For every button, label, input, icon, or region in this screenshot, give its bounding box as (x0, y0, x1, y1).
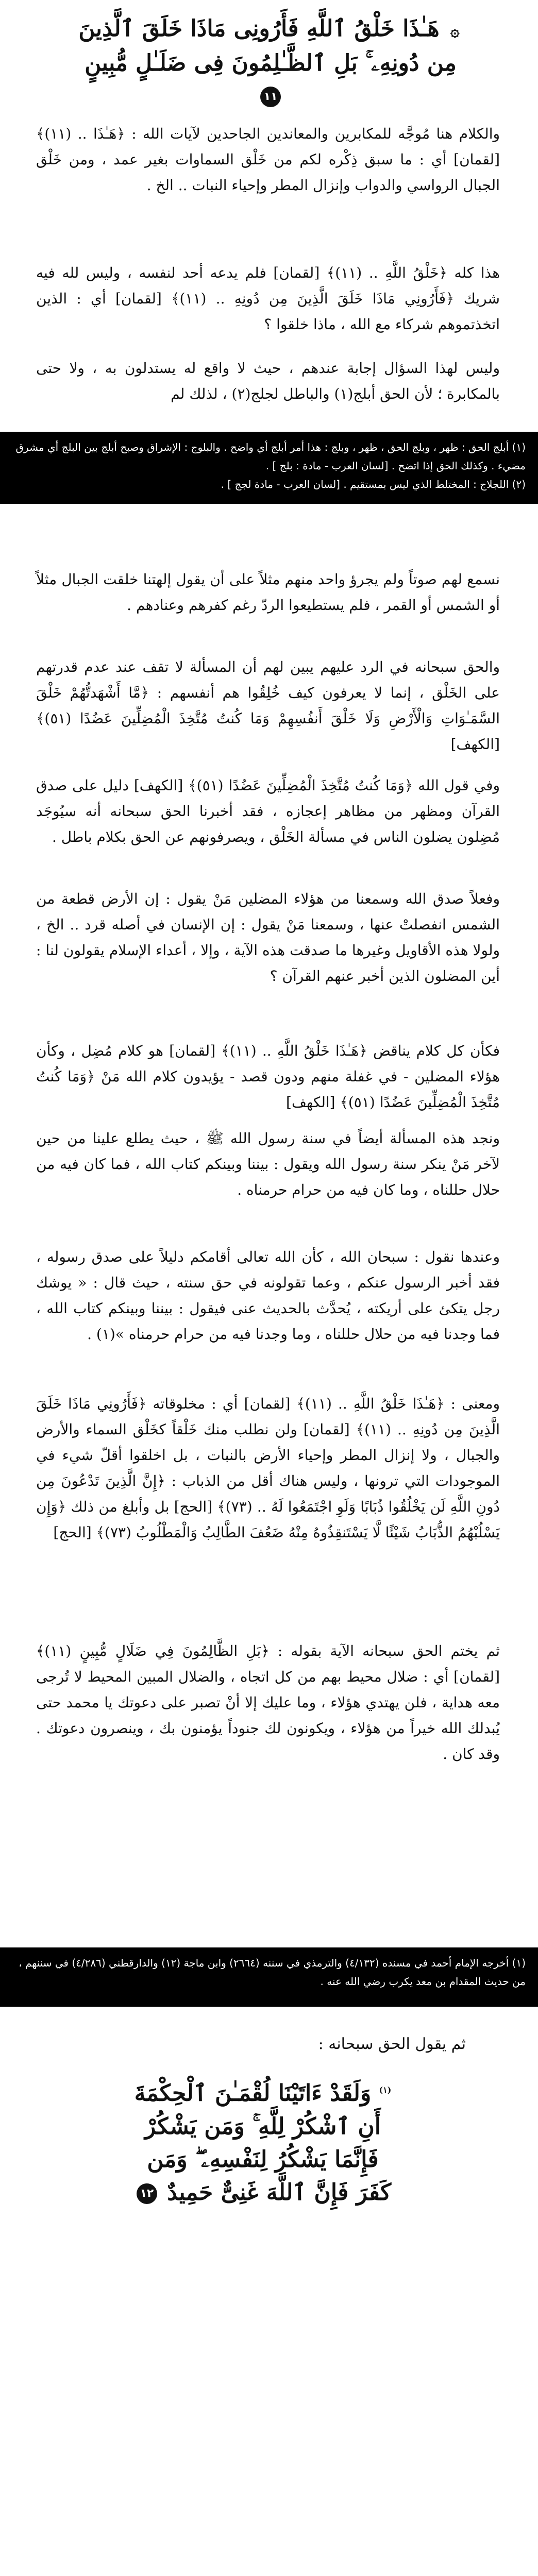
paragraph: وليس لهذا السؤال إجابة عندهم ، حيث لا واقع له يستدلون به ، ولا حتى بالمكابرة ؛ لأن الحق أبلج(١) والباطل لجلج(٢) ، لذلك لم (36, 360, 500, 402)
footnote-marker: (١) (379, 2085, 392, 2095)
verse-ornament-icon: ۞ (450, 22, 460, 40)
paragraph: والكلام هنا مُوجَّه للمكابرين والمعاندين الجاحدين لآيات الله : ﴿هَـٰذَا .. (١١)﴾ [لقمان] أي : ما سبق ذِكْره لكم من خَلْق السماوات بغير عمد ، ومن خَلْق الجبال الرواسي والدواب وإنزال المطر وإحياء النبات .. الخ . (36, 125, 500, 194)
paragraph: وعندها نقول : سبحان الله ، كأن الله تعالى أقامكم دليلاً على صدق رسوله ، فقد أخبر الرسول عنكم ، وعما تقولونه في حق سنته ، حيث قال : « يوشك رجل يتكئ على أريكته ، يُحدَّث بالحديث عنى فيقول : بيننا وبينكم كتاب الله ، فما وجدنا فيه من حلال حللناه ، وما وجدنا فيه من حرام حرمناه »(١) . (36, 1248, 500, 1343)
ayah-number-badge: ١٢ (137, 2183, 157, 2204)
footnote: (١) أخرجه الإمام أحمد في مسنده (٤/١٣٢) والترمذي في سننه (٢٦٦٤) وابن ماجة (١٢) والدارقطني (٤/٢٨٦) في سننهم ، من حديث المقدام بن معد يكرب رضي الله عنه . (19, 1957, 526, 1988)
page-3 (0, 2025, 538, 2576)
paragraph: ونجد هذه المسألة أيضاً في سنة رسول الله ﷺ ، حيث يطلع علينا من حين لآخر مَنْ ينكر سنة رسول الله ويقول : بيننا وبينكم كتاب الله ، فما كان فيه من حلال حللناه ، وما كان فيه من حرام حرمناه . (36, 1130, 500, 1198)
page-2 (0, 556, 538, 2017)
page-1 (0, 0, 538, 507)
section-intro: ثم يقول الحق سبحانه : (318, 2035, 466, 2053)
centered-verse-text: وَلَقَدْ ءَاتَيْنَا لُقْمَـٰنَ ٱلْحِكْمَةَ أَنِ ٱشْكُرْ لِلَّهِ ۚ وَمَن يَشْكُرْ فَإِنَّمَا يَشْكُرُ لِنَفْسِهِۦ ۖ وَمَن كَفَرَ فَإِنَّ ٱللَّهَ غَنِىٌّ حَمِيدٌ (134, 2080, 392, 2206)
paragraph: وفي قول الله ﴿وَمَا كُنتُ مُتَّخِذَ الْمُضِلِّينَ عَضُدًا (٥١)﴾ [الكهف] دليل على صدق القرآن ومظهر من مظاهر إعجازه ، فقد أخبرنا الحق سبحانه أنه سيُوجَد مُضِلون يضلون الناس في مسألة الخَلْق ، ويصرفونهم عن الحق بكلام باطل . (36, 777, 500, 845)
paragraph: ومعنى : ﴿هَـٰذَا خَلْقُ اللَّهِ .. (١١)﴾ [لقمان] أي : مخلوقاته ﴿فَأَرُونِي مَاذَا خَلَقَ الَّذِينَ مِن دُونِهِ .. (١١)﴾ [لقمان] ولن نطلب منك خَلْقاً كخَلْق السماء والأرض والجبال ، ولا إنزال المطر وإحياء الأرض بالنبات ، بل اخلقوا أقلّ شيء في الموجودات التي ترونها ، وليس هناك أقل من الذباب : ﴿إِنَّ الَّذِينَ تَدْعُونَ مِن دُونِ اللَّهِ لَن يَخْلُقُوا ذُبَابًا وَلَوِ اجْتَمَعُوا لَهُ .. (٧٣)﴾ [الحج] بل وأبلغ من ذلك ﴿وَإِن يَسْلُبْهُمُ الذُّبَابُ شَيْئًا لَّا يَسْتَنقِذُوهُ مِنْهُ ضَعُفَ الطَّالِبُ وَالْمَطْلُوبُ (٧٣)﴾ [الحج] (36, 1395, 500, 1541)
ayah-number-badge: ١١ (260, 87, 281, 107)
footnotes-box (0, 1947, 538, 2007)
paragraph: نسمع لهم صوتاً ولم يجرؤ واحد منهم مثلاً على أن يقول إلهتنا خلقت الجبال مثلاً أو الشمس أو القمر ، فلم يستطيعوا الردّ رغم كفرهم وعنادهم . (36, 571, 500, 614)
paragraph: هذا كله ﴿خَلْقُ اللَّهِ .. (١١)﴾ [لقمان] فلم يدعه أحد لنفسه ، وليس لله فيه شريك ﴿فَأَرُونِي مَاذَا خَلَقَ الَّذِينَ مِن دُونِهِ .. (١١)﴾ [لقمان] أي : الذين اتخذتموهم شركاء مع الله ، ماذا خلقوا ؟ (36, 264, 500, 333)
footnotes-box (0, 432, 538, 504)
paragraph: وفعلاً صدق الله وسمعنا من هؤلاء المضلين مَنْ يقول : إن الأرض قطعة من الشمس انفصلتْ عنها ، وسمعنا مَنْ يقول : إن الإنسان في أصله قرد .. الخ ، ولولا هذه الأقاويل وغيرها ما صدقت هذه الآية ، وإلا ، أعداء الإسلام يقولون لنا : أين المضلون الذين أخبر عنهم القرآن ؟ (36, 890, 500, 985)
footnote: (٢) اللجلاج : المختلط الذي ليس بمستقيم . [لسان العرب - مادة لجج ] . (221, 478, 526, 490)
paragraph: فكأن كل كلام يناقض ﴿هَـٰذَا خَلْقُ اللَّهِ .. (١١)﴾ [لقمان] هو كلام مُضِل ، وكأن هؤلاء المضلين - في غفلة منهم ودون قصد - يؤيدون كلام الله مَنْ ﴿وَمَا كُنتُ مُتَّخِذَ الْمُضِلِّينَ عَضُدًا (٥١)﴾ [الكهف] (36, 1042, 500, 1111)
header-verse-text: هَـٰذَا خَلْقُ ٱللَّهِ فَأَرُونِى مَاذَا خَلَقَ ٱلَّذِينَ مِن دُونِهِۦ ۚ بَلِ ٱلظَّـٰلِمُونَ فِى ضَلَـٰلٍ مُّبِينٍ (78, 15, 457, 76)
footnote: (١) أبلج الحق : ظهر ، وبلج الحق ، ظهر ، وبلج : هذا أمر أبلج أي واضح . والبلوج : الإشراق وصبح أبلج بين البلج أي مشرق مضيء . وكذلك الحق إذا اتضح . [لسان العرب - مادة : بلج ] . (15, 441, 526, 472)
header-verse (77, 13, 464, 111)
paragraph: والحق سبحانه في الرد عليهم يبين لهم أن المسألة لا تقف عند عدم قدرتهم على الخَلْق ، إنما لا يعرفون كيف خُلِقُوا هم أنفسهم : ﴿مَّا أَشْهَدتُّهُمْ خَلْقَ السَّمَـٰوَاتِ وَالْأَرْضِ وَلَا خَلْقَ أَنفُسِهِمْ وَمَا كُنتُ مُتَّخِذَ الْمُضِلِّينَ عَضُدًا (٥١)﴾ [الكهف] (36, 658, 500, 753)
centered-verse (134, 2074, 392, 2209)
paragraph: ثم يختم الحق سبحانه الآية بقوله : ﴿بَلِ الظَّالِمُونَ فِي ضَلَالٍ مُّبِينٍ (١١)﴾ [لقمان] أي : ضلال محيط بهم من كل اتجاه ، والضلال المبين المحيط لا تُرجى معه هداية ، فلن يهتدي هؤلاء ، وما عليك إلا أنْ تصبر على دعوتك يا محمد حتى يُبدلك الله خيراً من هؤلاء ، ويكونون لك جنوداً يؤمنون بك ، وينصرون دعوتك . وقد كان . (36, 1642, 500, 1762)
